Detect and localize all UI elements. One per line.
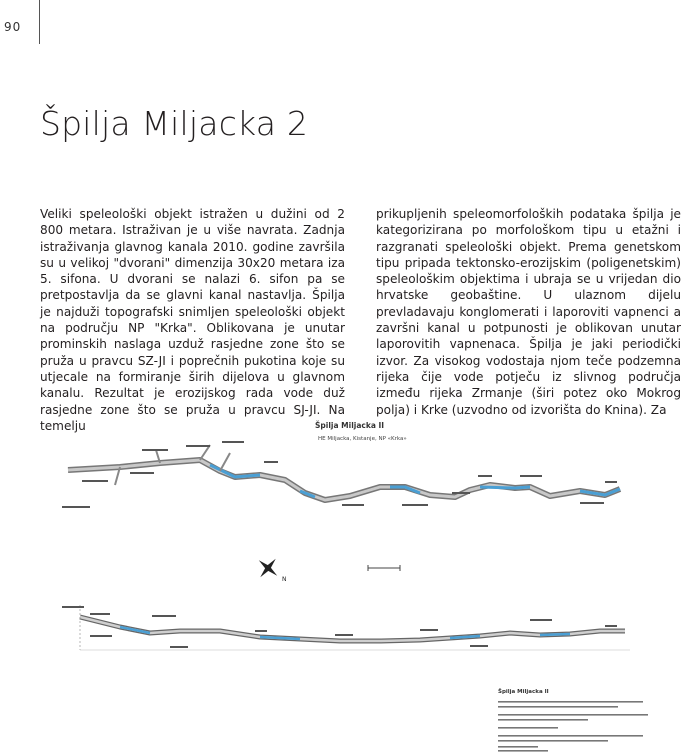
plan-view xyxy=(62,441,620,508)
body-column-left: Veliki speleološki objekt istražen u dužini od 2 800 metara. Istraživan je u više navrata. Zadnja istraživanja glavnog kanala 2010. godine završila su u velikoj "dvorani" dimenzija 30x20 metara iza 5. sifona. U dvorani se nalazi 6. sifon pa se pretpostavlja da se glavni kanal nastavlja. Špilja je najduži topografski snimljen speleološki objekt na području NP "Krka". Oblikovana je unutar prominskih naslaga uzduž rasjedne zone što se pruža u pravcu SZ-JI i poprečnih pukotina koje su utjecale na formiranje širih dijelova u glavnom kanalu. Rezultat je erozijskog rada vode duž rasjedne zone što se pruža u pravcu SJ-JI. Na temelju xyxy=(40,207,345,433)
body-column-right: prikupljenih speleomorfoloških podataka špilja je kategorizirana po morfološkom tipu u etažni i razgranati speleološki objekt. Prema genetskom tipu pripada tektonsko-erozijskim (poligenetskim) speleološkim objektima i ubraja se u vrijedan dio hrvatske geobaštine. U ulaznom dijelu prevladavaju konglomerati i laporoviti vapnenci a završni kanal u potpunosti je oblikovan unutar laporovitih vapnenaca. Špilja je jaki periodički izvor. Za visokog vodostaja njom teče podzemna rijeka čije vode potječu iz slivnog područja između rijeka Zrmanje (širi potez oko Mokrog polja) i Krke (uzvodno od izvorišta do Knina). Za xyxy=(376,207,681,417)
page-title: Špilja Miljacka 2 xyxy=(40,104,309,143)
compass-north-icon xyxy=(257,557,286,583)
scale-bar xyxy=(368,565,400,571)
map-legend xyxy=(498,688,648,752)
map-subtitle: HE Miljacka, Kistanje, NP «Krka» xyxy=(318,436,407,442)
cave-map-figure xyxy=(60,405,680,752)
header-rule xyxy=(39,0,40,44)
page-number: 90 xyxy=(4,20,22,34)
map-title: Špilja Miljacka II xyxy=(315,421,385,430)
north-label: N xyxy=(282,576,287,583)
legend-title: Špilja Miljacka II xyxy=(498,689,549,695)
profile-view xyxy=(62,605,630,650)
